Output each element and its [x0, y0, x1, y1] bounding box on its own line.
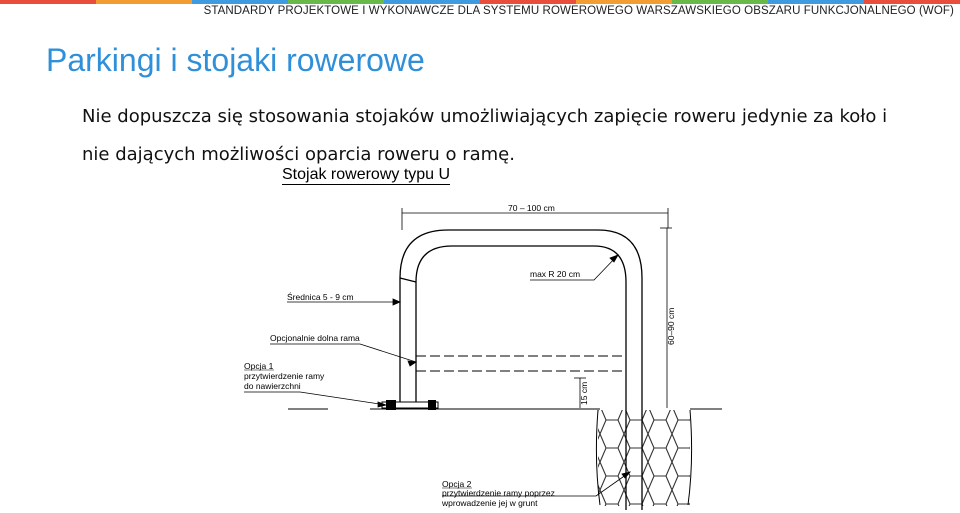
option1-title: Opcja 1 — [244, 361, 274, 371]
width-label: 70 – 100 cm — [508, 203, 555, 213]
diagram-title: Stojak rowerowy typu U — [282, 166, 451, 183]
optional-frame-label: Opcjonalnie dolna rama — [270, 333, 360, 343]
body-paragraph: Nie dopuszcza się stosowania stojaków umożliwiających zapięcie roweru jedynie za koło i nie dających możliwości oparcia roweru o ramę. — [82, 106, 888, 165]
option1-leader — [244, 392, 386, 407]
option1-line2: do nawierzchni — [244, 381, 301, 391]
option2-line2: wprowadzenie jej w grunt — [442, 498, 538, 508]
option2-line1: przytwierdzenie ramy poprzez — [442, 488, 555, 498]
option1-line1: przytwierdzenie ramy — [244, 371, 325, 381]
soil-pit — [596, 410, 691, 506]
height-label: 60–90 cm — [666, 307, 676, 345]
depth-label: 15 cm — [579, 381, 589, 405]
optional-lower-frame — [416, 356, 626, 371]
base-plate — [382, 400, 438, 410]
optional-frame-leader — [270, 344, 416, 366]
page-title: Parkingi i stojaki rowerowe — [46, 42, 425, 78]
diameter-label: Średnica 5 - 9 cm — [287, 292, 354, 302]
option2-title: Opcja 2 — [442, 479, 472, 489]
radius-label: max R 20 cm — [530, 269, 581, 279]
document-header: STANDARDY PROJEKTOWE I WYKONAWCZE DLA SYSTEMU ROWEROWEGO WARSZAWSKIEGO OBSZARU FUNKCJONALNEGO (WOF) — [203, 5, 954, 17]
